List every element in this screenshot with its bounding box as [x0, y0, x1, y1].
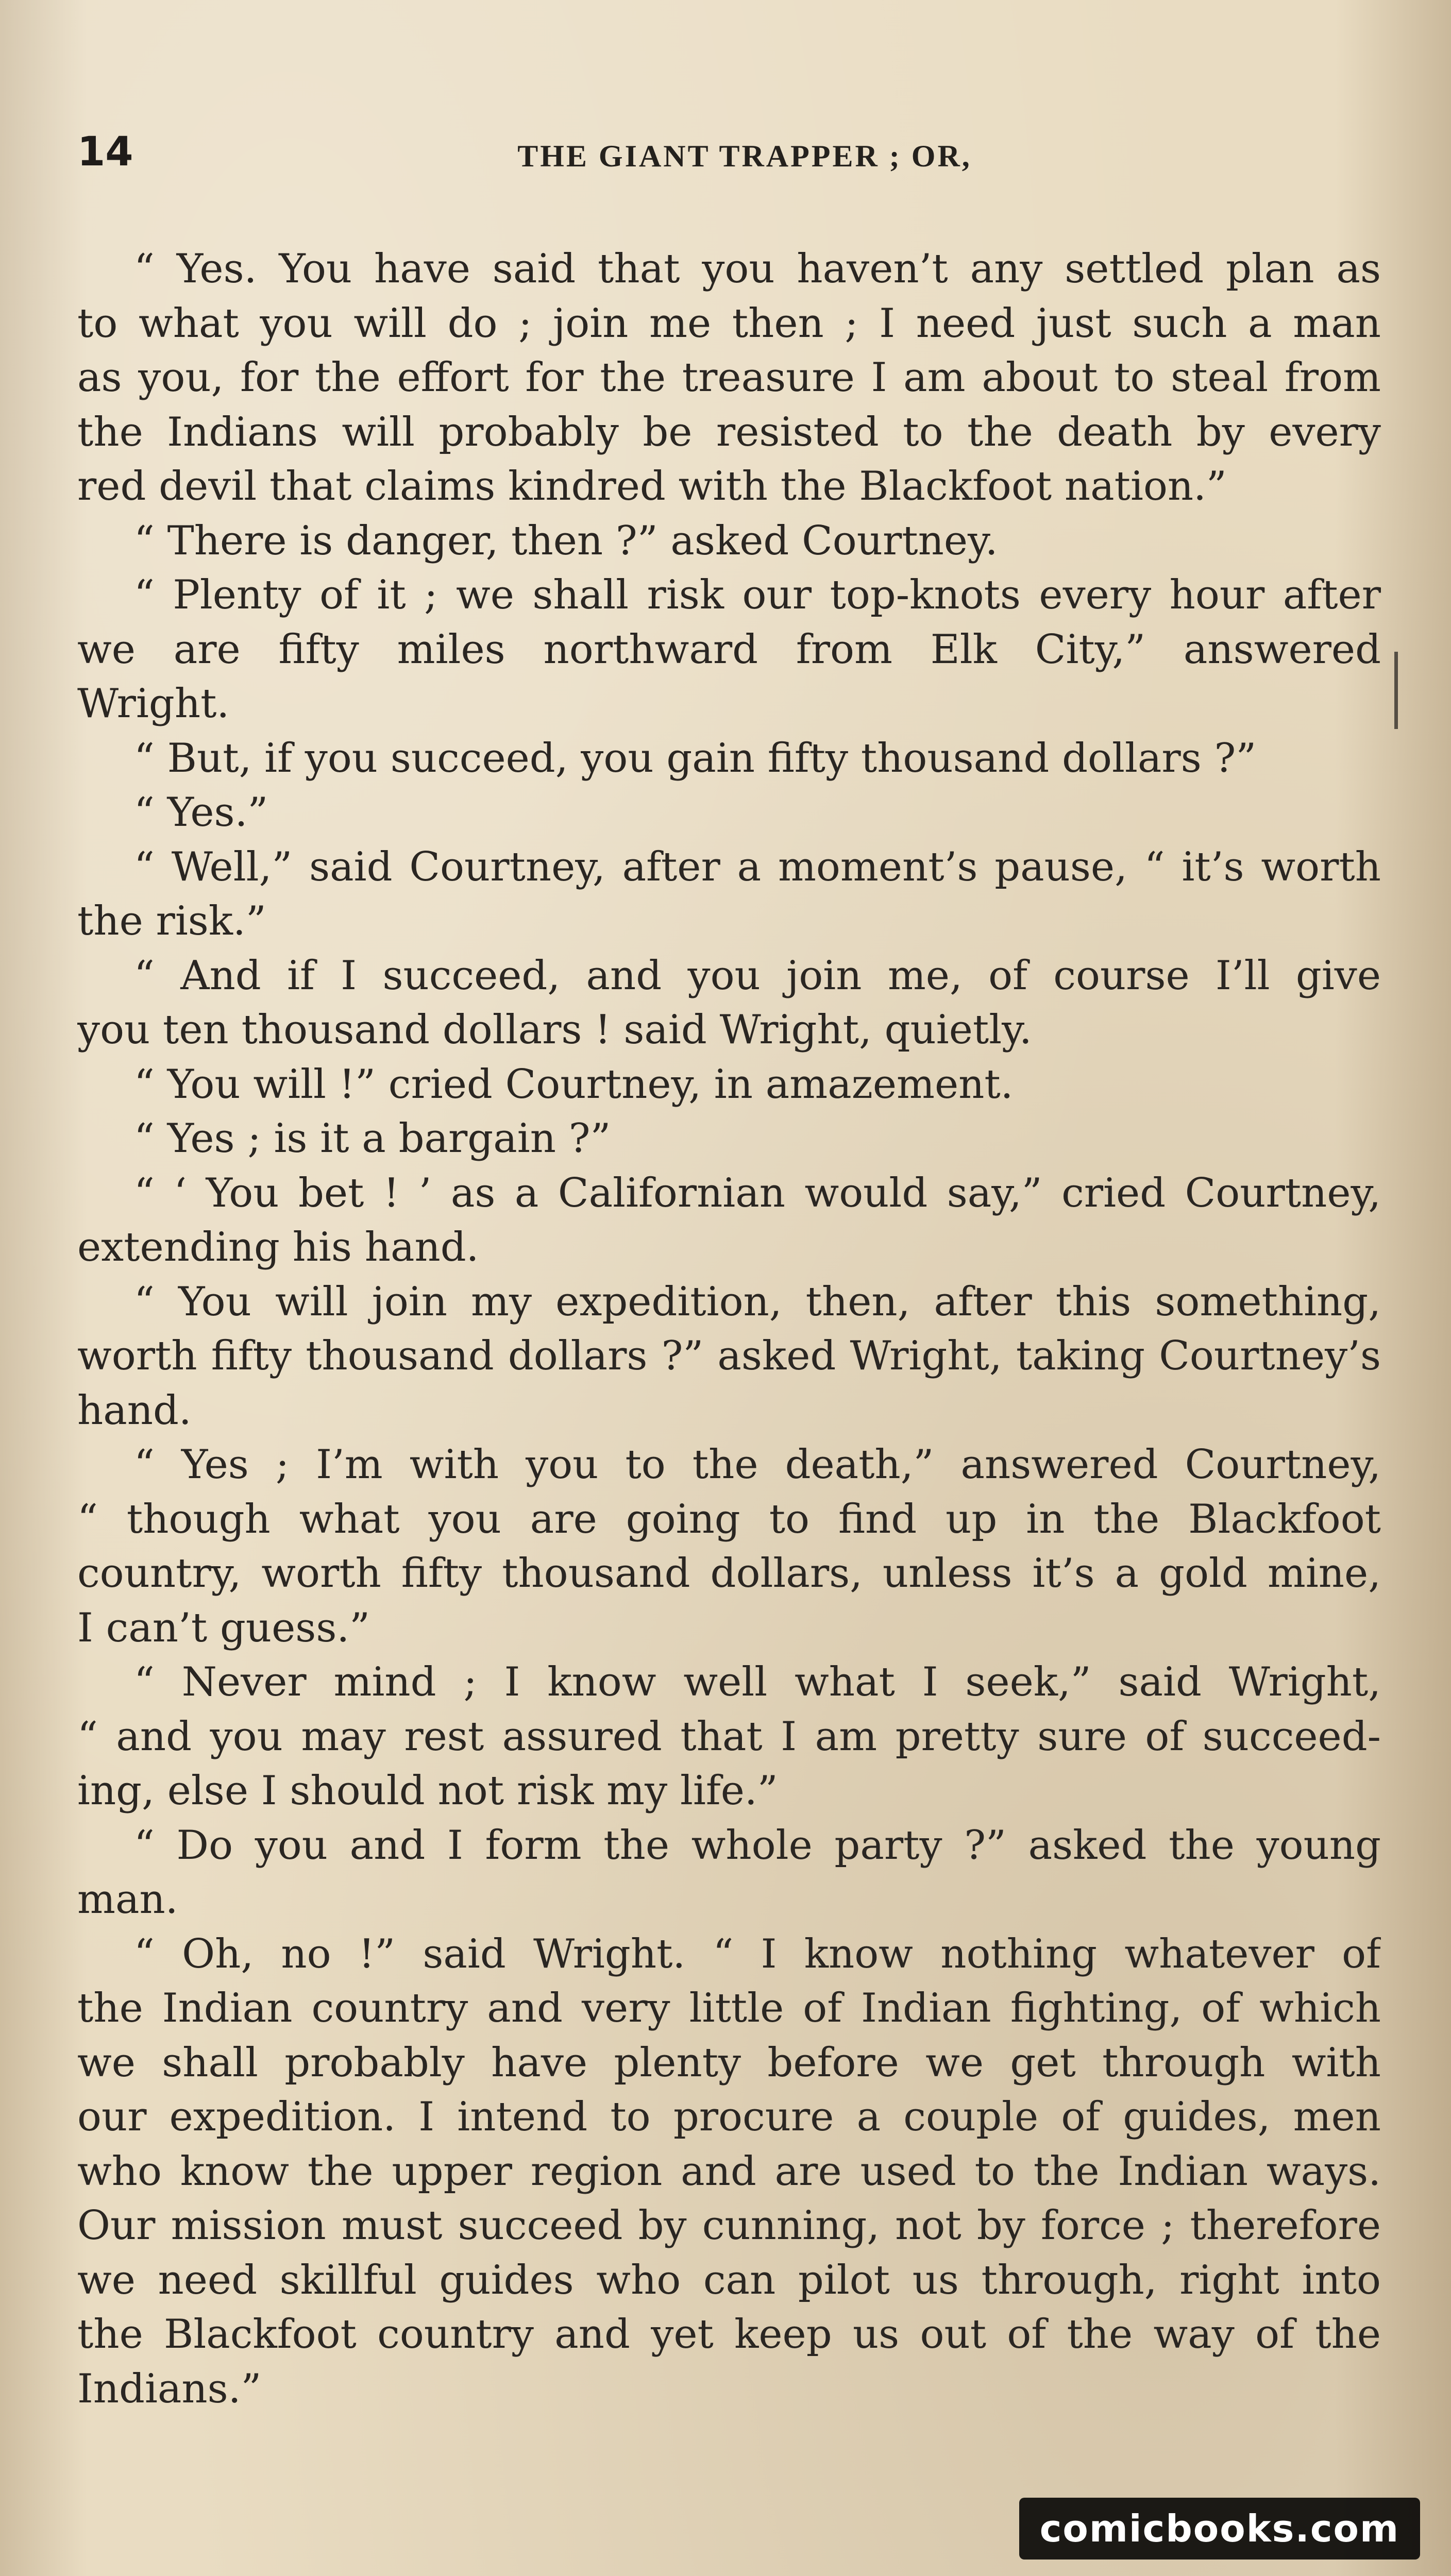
watermark-text: comicbooks.com — [1039, 2507, 1399, 2550]
body-text — [77, 242, 1381, 2416]
text-line: I can’t guess.” — [77, 1604, 370, 1651]
text-line: we are fifty miles northward from Elk City,” answered — [77, 626, 1381, 673]
text-line: “ You will !” cried Courtney, in amazement. — [134, 1061, 1014, 1108]
text-line: we need skillful guides who can pilot us through, right into — [77, 2257, 1381, 2303]
watermark-badge — [1019, 2498, 1420, 2560]
text-line: red devil that claims kindred with the Blackfoot nation.” — [77, 463, 1227, 510]
running-title: THE GIANT TRAPPER ; OR, — [517, 139, 972, 173]
text-line: “ Yes ; is it a bargain ?” — [134, 1115, 611, 1162]
text-line: “ Yes. You have said that you haven’t any settled plan as — [134, 246, 1381, 292]
text-line: “ But, if you succeed, you gain fifty thousand dollars ?” — [134, 735, 1257, 782]
text-line: the Indians will probably be resisted to the death by every — [77, 409, 1381, 455]
text-line: “ Well,” said Courtney, after a moment’s pause, “ it’s worth — [134, 843, 1381, 890]
text-line: as you, for the effort for the treasure I am about to steal from — [77, 354, 1381, 401]
text-line: Our mission must succeed by cunning, not by force ; therefore — [77, 2202, 1381, 2249]
text-line: “ ‘ You bet ! ’ as a Californian would say,” cried Courtney, — [134, 1170, 1381, 1216]
text-line: “ Yes.” — [134, 789, 268, 836]
text-line: worth fifty thousand dollars ?” asked Wright, taking Courtney’s — [77, 1333, 1381, 1379]
running-head — [77, 124, 1381, 180]
text-line: “ Do you and I form the whole party ?” asked the young — [134, 1822, 1381, 1869]
text-line: extending his hand. — [77, 1224, 479, 1270]
text-line: who know the upper region and are used to the Indian ways. — [77, 2148, 1381, 2195]
text-line: “ Plenty of it ; we shall risk our top-knots every hour after — [134, 572, 1381, 618]
text-line: to what you will do ; join me then ; I need just such a man — [77, 300, 1381, 347]
page-number: 14 — [77, 129, 133, 175]
text-line: “ Oh, no !” said Wright. “ I know nothing whatever of — [134, 1930, 1381, 1977]
text-line: “ And if I succeed, and you join me, of course I’ll give — [134, 952, 1381, 999]
text-line: country, worth fifty thousand dollars, unless it’s a gold mine, — [77, 1550, 1381, 1597]
text-line: the Blackfoot country and yet keep us out of the way of the — [77, 2311, 1381, 2358]
text-line: our expedition. I intend to procure a couple of guides, men — [77, 2094, 1381, 2140]
text-line: we shall probably have plenty before we get through with — [77, 2039, 1381, 2086]
text-line: “ Yes ; I’m with you to the death,” answered Courtney, — [134, 1442, 1381, 1488]
text-line: “ You will join my expedition, then, after this something, — [134, 1278, 1381, 1325]
text-line: the Indian country and very little of Indian fighting, of which — [77, 1985, 1381, 2031]
text-line: man. — [77, 1876, 178, 1923]
text-line: “ There is danger, then ?” asked Courtney. — [134, 517, 998, 564]
text-line: ing, else I should not risk my life.” — [77, 1768, 778, 1814]
text-line: you ten thousand dollars ! said Wright, quietly. — [77, 1007, 1032, 1053]
text-line: hand. — [77, 1387, 192, 1434]
text-line: Wright. — [77, 681, 230, 727]
text-line: the risk.” — [77, 898, 266, 944]
text-line: “ and you may rest assured that I am pretty sure of succeed- — [77, 1713, 1381, 1760]
text-line: “ Never mind ; I know well what I seek,” said Wright, — [134, 1659, 1381, 1705]
margin-mark — [1394, 652, 1398, 729]
text-line: “ though what you are going to find up in the Blackfoot — [77, 1496, 1381, 1543]
text-line: Indians.” — [77, 2365, 262, 2412]
